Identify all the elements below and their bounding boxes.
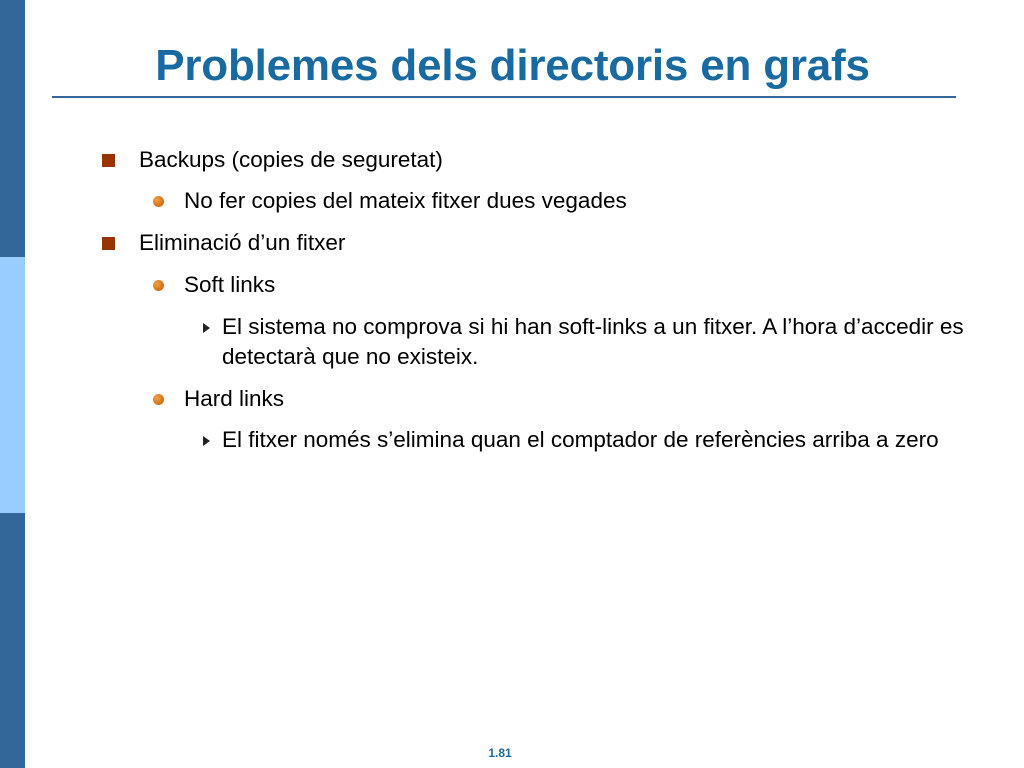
slide-title: Problemes dels directoris en grafs	[155, 41, 870, 90]
triangle-bullet-icon	[203, 323, 210, 333]
sidebar-bar-middle	[0, 257, 25, 513]
title-underline	[52, 96, 956, 98]
square-bullet-icon	[102, 237, 115, 250]
bullet-hard-links-detail: El fitxer només s’elimina quan el comptador de referències arriba a zero	[222, 427, 939, 452]
triangle-bullet-icon	[203, 436, 210, 446]
bullet-no-copies: No fer copies del mateix fitxer dues vegades	[184, 188, 627, 213]
round-bullet-icon	[153, 394, 164, 405]
bullet-backups: Backups (copies de seguretat)	[139, 147, 443, 172]
round-bullet-icon	[153, 196, 164, 207]
sidebar-bar-bottom	[0, 513, 25, 768]
bullet-eliminacio: Eliminació d’un fitxer	[139, 230, 346, 255]
bullet-soft-links: Soft links	[184, 272, 276, 297]
page-number: 1.81	[488, 746, 512, 760]
sidebar-bar-top	[0, 0, 25, 257]
round-bullet-icon	[153, 280, 164, 291]
bullet-hard-links: Hard links	[184, 386, 285, 411]
bullet-soft-links-detail: El sistema no comprova si hi han soft-links a un fitxer. A l’hora d’accedir es detectarà que no existeix.	[222, 314, 964, 369]
square-bullet-icon	[102, 154, 115, 167]
